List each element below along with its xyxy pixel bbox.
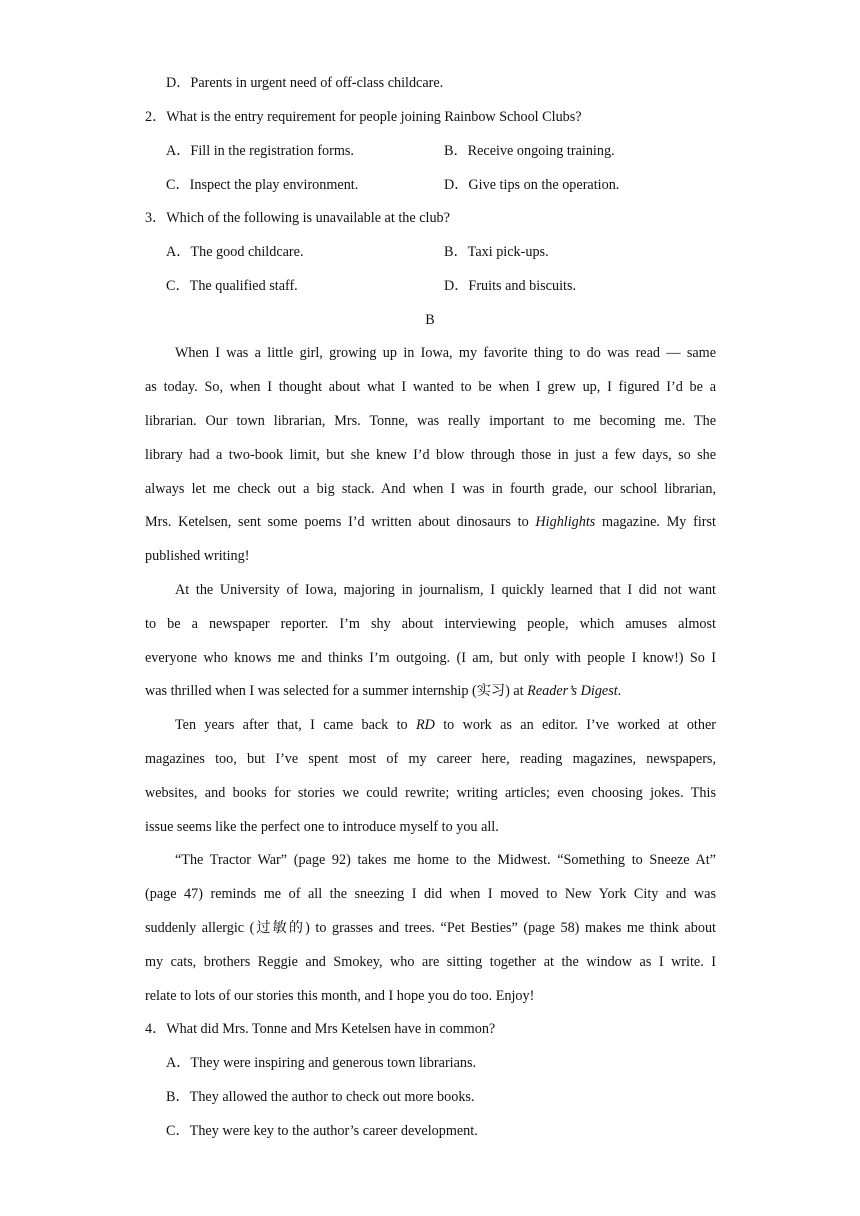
q3-option-b: B．Taxi pick-ups. <box>444 244 549 260</box>
q2-question: 2．What is the entry requirement for people joining Rainbow School Clubs? <box>145 109 582 125</box>
para2-line-4-text: was thrilled when I was selected for a summer internship (实习) at <box>145 683 528 699</box>
para1-line-5: always let me check out a big stack. And when I was in fourth grade, our school librarian, <box>145 481 716 497</box>
q4-option-c: C．They were key to the author’s career development. <box>166 1123 478 1139</box>
para2-line-4 <box>145 681 621 701</box>
q4-question: 4．What did Mrs. Tonne and Mrs Ketelsen have in common? <box>145 1021 496 1037</box>
q4-option-b: B．They allowed the author to check out more books. <box>166 1089 475 1105</box>
q3-option-c: C．The qualified staff. <box>166 278 298 294</box>
para3-line-1-text: Ten years after that, I came back to <box>175 717 416 733</box>
magazine-abbrev-rd: RD <box>415 717 435 733</box>
q3-option-d: D．Fruits and biscuits. <box>444 278 577 294</box>
para1-line-2: as today. So, when I thought about what I wanted to be when I grew up, I figured I’d be a <box>145 379 716 395</box>
q1-option-d: D．Parents in urgent need of off-class childcare. <box>166 75 444 91</box>
para1-line-6 <box>145 512 716 532</box>
para4-line-2: (page 47) reminds me of all the sneezing I did when I moved to New York City and was <box>145 886 716 902</box>
para3-line-3: websites, and books for stories we could rewrite; writing articles; even choosing jokes. This <box>145 785 716 801</box>
q2-option-c: C．Inspect the play environment. <box>166 177 359 193</box>
para1-line-3: librarian. Our town librarian, Mrs. Tonne, was really important to me becoming me. The <box>145 413 716 429</box>
section-b-heading: B <box>425 312 435 328</box>
para4-line-4: my cats, brothers Reggie and Smokey, who are sitting together at the window as I write. I <box>145 954 716 970</box>
q2-option-a: A．Fill in the registration forms. <box>166 143 354 159</box>
q3-question: 3．Which of the following is unavailable at the club? <box>145 210 450 226</box>
para1-line-6-tail: magazine. My first <box>595 514 716 530</box>
para3-line-4: issue seems like the perfect one to introduce myself to you all. <box>145 819 499 835</box>
para3-line-2: magazines too, but I’ve spent most of my career here, reading magazines, newspapers, <box>145 751 716 767</box>
para1-line-4: library had a two-book limit, but she knew I’d blow through those in just a few days, so she <box>145 447 716 463</box>
q2-option-b: B．Receive ongoing training. <box>444 143 615 159</box>
para3-line-1-tail: to work as an editor. I’ve worked at other <box>434 717 716 733</box>
para2-line-4-tail: . <box>617 683 622 699</box>
magazine-title-highlights: Highlights <box>535 514 596 530</box>
magazine-title-readers-digest: Reader’s Digest <box>527 683 618 699</box>
q4-option-a: A．They were inspiring and generous town librarians. <box>166 1055 477 1071</box>
para2-line-1: At the University of Iowa, majoring in journalism, I quickly learned that I did not want <box>175 582 716 598</box>
para1-line-1: When I was a little girl, growing up in Iowa, my favorite thing to do was read — same <box>175 345 716 361</box>
q3-option-a: A．The good childcare. <box>166 244 304 260</box>
para4-line-5: relate to lots of our stories this month, and I hope you do too. Enjoy! <box>145 988 535 1004</box>
q2-option-d: D．Give tips on the operation. <box>444 177 620 193</box>
para2-line-3: everyone who knows me and thinks I’m outgoing. (I am, but only with people I know!) So I <box>145 650 716 666</box>
para2-line-2: to be a newspaper reporter. I’m shy about interviewing people, which amuses almost <box>145 616 716 632</box>
para1-line-6-text: Mrs. Ketelsen, sent some poems I’d written about dinosaurs to <box>145 514 536 530</box>
para3-line-1 <box>175 715 716 735</box>
para4-line-1: “The Tractor War” (page 92) takes me home to the Midwest. “Something to Sneeze At” <box>175 852 716 868</box>
para4-line-3: suddenly allergic (过敏的) to grasses and trees. “Pet Besties” (page 58) makes me think about <box>145 920 716 936</box>
para1-line-7: published writing! <box>145 548 250 564</box>
